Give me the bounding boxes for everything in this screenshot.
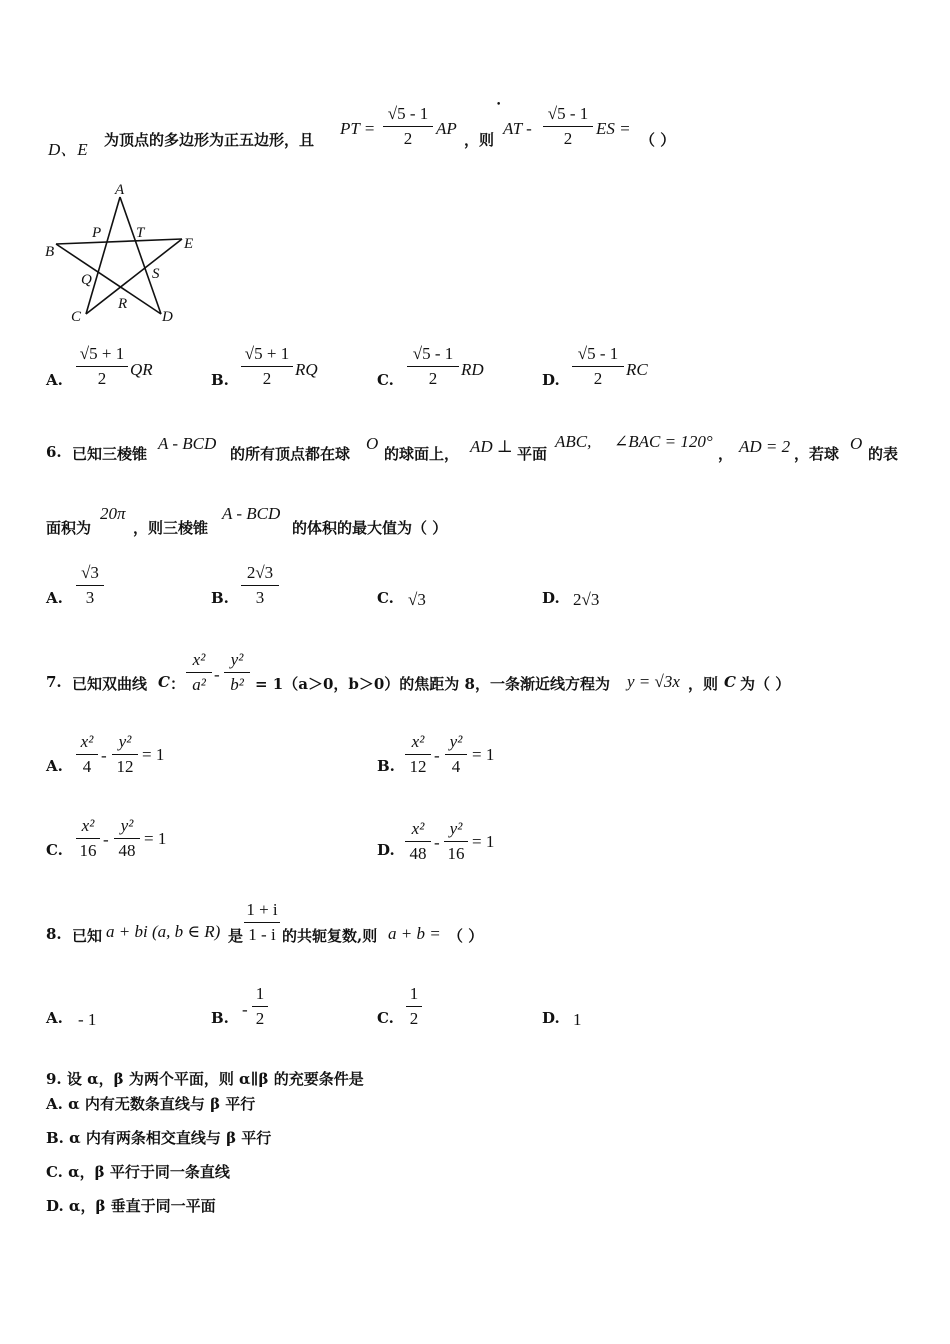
q6-math: O (850, 434, 863, 453)
q7-fraction-x: $\frac{\text{x²}}{\text{a²}}$ (186, 650, 212, 695)
option-fraction: $\frac{√5 + 1}{2}$ (76, 344, 128, 389)
q8-text: 是 (228, 927, 244, 945)
fig-label: D (162, 309, 173, 325)
fig-label: C (71, 309, 82, 325)
q6-text: ，则三棱锥 (133, 519, 209, 537)
q6-text: 的体积的最大值为（ ） (292, 519, 448, 537)
q7-text: ： (170, 675, 186, 693)
option-label[interactable]: B. (211, 589, 229, 607)
option-fraction: $\frac{√5 - 1}{2}$ (572, 344, 624, 389)
fig-label: Q (81, 272, 92, 288)
q8-text: 已知 (72, 927, 103, 945)
pentagram-figure (40, 180, 210, 330)
q7-number: 7. (46, 673, 62, 691)
option-vector: RQ (295, 360, 318, 379)
q5-vertices: D、E (48, 140, 88, 159)
q8-number: 8. (46, 925, 62, 943)
q6-text: 已知三棱锥 (72, 445, 148, 463)
option-label[interactable]: A. (46, 371, 63, 389)
fig-label: R (118, 296, 128, 312)
q5-expr-fraction: $\frac{√5 - 1}{2}$ (543, 104, 593, 149)
option-value: 2√3 (573, 590, 600, 609)
q7-math: C (724, 673, 736, 691)
eq-tail: = 1 (144, 829, 167, 848)
q5-expr-rhs: ES = (596, 119, 631, 138)
q6-text: 的所有顶点都在球 (230, 445, 351, 463)
q6-math: A - BCD (222, 504, 281, 523)
q7-asymptote: y = √3x (627, 672, 680, 691)
q6-math: ∠BAC = 120° (614, 432, 713, 451)
q7-text: ，则 (688, 675, 719, 693)
option-label[interactable]: D. (377, 841, 395, 859)
q7-math: C (158, 673, 170, 691)
q5-pt-fraction: $\frac{√5 - 1}{2}$ (383, 104, 433, 149)
star-edge-bd (56, 244, 161, 314)
vector-arrow-icon: • (496, 100, 502, 110)
option-fraction: $\frac{√3}{3}$ (76, 563, 104, 608)
q7-text: = 1（a＞0，b＞0）的焦距为 8，一条渐近线方程为 (255, 675, 610, 693)
q9-option-d[interactable]: D. α，β 垂直于同一平面 (46, 1197, 216, 1215)
q8-fraction: $\frac{1 + i}{1 - i}$ (244, 900, 280, 945)
q6-text: 面积为 (46, 519, 92, 537)
q7-text: 为（ ） (740, 675, 791, 693)
minus-sign: - (434, 746, 440, 765)
option-fraction: $\frac{1}{2}$ (406, 984, 422, 1029)
q6-text: ，若球 (794, 445, 840, 463)
q9-stem: 9. 设 α，β 为两个平面，则 α∥β 的充要条件是 (46, 1070, 364, 1088)
option-fraction-y: $\frac{\text{y²}}{48}$ (114, 816, 140, 861)
option-label[interactable]: C. (377, 371, 394, 389)
minus-sign: - (103, 830, 109, 849)
q8-text: 的共轭复数,则 (282, 927, 378, 945)
fig-label: P (92, 225, 102, 241)
q5-text1: 为顶点的多边形为正五边形，且 (104, 131, 315, 149)
option-value: 1 (573, 1010, 582, 1029)
q6-text: 平面 (517, 445, 548, 463)
fig-label: A (115, 182, 125, 198)
option-fraction-x: $\frac{\text{x²}}{16}$ (76, 816, 100, 861)
minus-sign: - (434, 833, 440, 852)
fig-label: S (152, 266, 160, 282)
q6-math: O (366, 434, 379, 453)
minus-sign: - (101, 746, 107, 765)
q9-option-b[interactable]: B. α 内有两条相交直线与 β 平行 (46, 1129, 272, 1147)
q6-math: AD = 2 (739, 437, 791, 456)
eq-tail: = 1 (472, 745, 495, 764)
option-label[interactable]: C. (46, 841, 63, 859)
option-label[interactable]: D. (542, 371, 560, 389)
q8-math: a + b = (388, 924, 441, 943)
option-fraction: $\frac{√5 + 1}{2}$ (241, 344, 293, 389)
q8-math: a + bi (a, b ∈ R) (106, 922, 221, 941)
option-vector: QR (130, 360, 153, 379)
option-vector: RC (626, 360, 648, 379)
q6-number: 6. (46, 443, 62, 461)
q5-expr-lhs: AT - (503, 119, 532, 138)
fig-label: T (136, 225, 145, 241)
option-value: - 1 (78, 1010, 97, 1029)
option-fraction: $\frac{1}{2}$ (252, 984, 268, 1029)
q6-text: 的球面上， (384, 445, 460, 463)
option-fraction-y: $\frac{\text{y²}}{12}$ (112, 732, 138, 777)
option-label[interactable]: A. (46, 1009, 63, 1027)
option-label[interactable]: A. (46, 589, 63, 607)
q8-paren: （ ） (448, 927, 484, 945)
star-edge-ec (86, 239, 182, 314)
option-label[interactable]: D. (542, 589, 560, 607)
option-label[interactable]: B. (377, 757, 395, 775)
q5-pt-rhs: AP (436, 119, 457, 138)
q7-text: 已知双曲线 (72, 675, 148, 693)
q7-fraction-y: $\frac{\text{y²}}{\text{b²}}$ (224, 650, 250, 695)
option-fraction: $\frac{2√3}{3}$ (241, 563, 279, 608)
option-vector: RD (461, 360, 484, 379)
option-label[interactable]: A. (46, 757, 63, 775)
option-fraction-x: $\frac{\text{x²}}{12}$ (405, 732, 431, 777)
q6-math: ABC, (555, 432, 592, 451)
eq-tail: = 1 (142, 745, 165, 764)
q9-option-c[interactable]: C. α，β 平行于同一条直线 (46, 1163, 230, 1181)
star-edge-be (56, 239, 182, 244)
option-fraction-x: $\frac{\text{x²}}{48}$ (405, 819, 431, 864)
option-label[interactable]: D. (542, 1009, 560, 1027)
option-fraction-y: $\frac{\text{y²}}{16}$ (444, 819, 468, 864)
option-label[interactable]: B. (211, 1009, 229, 1027)
fig-label: E (184, 236, 194, 252)
q6-math: A - BCD (158, 434, 217, 453)
option-value: √3 (408, 590, 426, 609)
option-fraction: $\frac{√5 - 1}{2}$ (407, 344, 459, 389)
q5-text2: ，则 (464, 131, 495, 149)
q5-pt-lhs: PT = (340, 119, 376, 138)
eq-tail: = 1 (472, 832, 495, 851)
q6-math: AD ⊥ (470, 437, 513, 456)
q6-text: 的表 (868, 445, 899, 463)
option-label[interactable]: C. (377, 589, 394, 607)
fig-label: B (45, 244, 55, 260)
q6-math: 20π (100, 504, 126, 523)
option-fraction-y: $\frac{\text{y²}}{4}$ (445, 732, 467, 777)
option-label[interactable]: B. (211, 371, 229, 389)
star-edge-ac (86, 197, 120, 314)
q9-option-a[interactable]: A. α 内有无数条直线与 β 平行 (46, 1095, 256, 1113)
option-fraction-x: $\frac{\text{x²}}{4}$ (76, 732, 98, 777)
q6-text: ， (718, 445, 734, 463)
q7-minus: - (214, 665, 220, 684)
option-sign: - (242, 1000, 248, 1019)
option-label[interactable]: C. (377, 1009, 394, 1027)
q5-paren: （ ） (640, 131, 676, 149)
